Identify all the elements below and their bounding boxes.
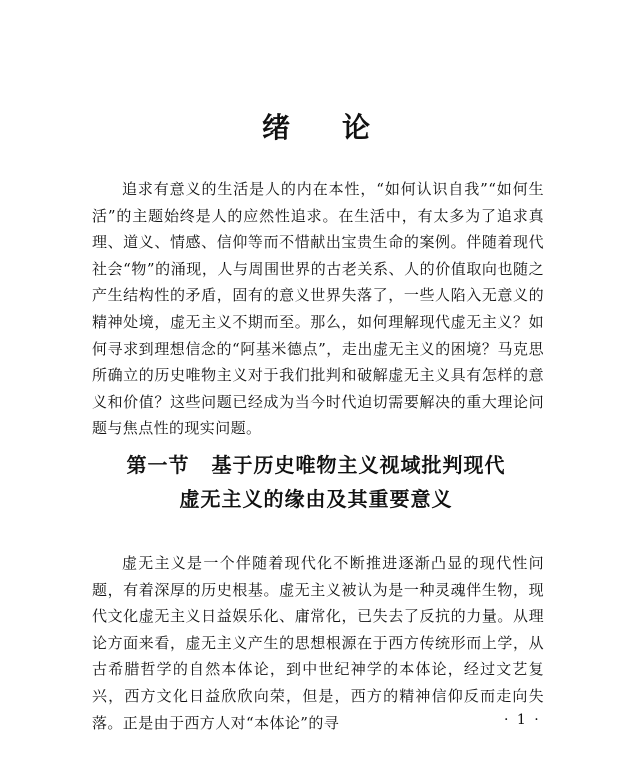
section-title-line-2: 虚无主义的缘由及其重要意义 [179, 487, 453, 511]
section-body-paragraph: 虚无主义是一个伴随着现代化不断推进逐渐凸显的现代性问题，有着深厚的历史根基。虚无主义被认为是一种灵魂伴生物，现代文化虚无主义日益娱乐化、庸常化，已失去了反抗的力量。从理论方面来看，虚无主义产生的思想根源在于西方传统形而上学，从古希腊哲学的自然本体论，到中世纪神学的本体论，经过文艺复兴，西方文化日益欣欣向荣，但是，西方的精神信仰反而走向失落。正是由于西方人对“本体论”的寻 [92, 554, 544, 732]
section-heading-line-1 [0, 448, 632, 482]
intro-paragraph: 追求有意义的生活是人的内在本性，“如何认识自我”“如何生活”的主题始终是人的应然性追求。在生活中，有太多为了追求真理、道义、情感、信仰等而不惜献出宝贵生命的案例。伴随着现代社会“物”的涌现，人与周围世界的古老关系、人的价值取向也随之产生结构性的矛盾，固有的意义世界失落了，一些人陷入无意义的精神处境，虚无主义不期而至。那么，如何理解现代虚无主义？如何寻求到理想信念的“阿基米德点”，走出虚无主义的困境？马克思所确立的历史唯物主义对于我们批判和破解虚无主义具有怎样的意义和价值？这些问题已经成为当今时代迫切需要解决的重大理论问题与焦点性的现实问题。 [92, 180, 544, 438]
section-label: 第一节 [126, 453, 190, 477]
page-number: · 1 · [504, 712, 541, 728]
section-heading [0, 448, 632, 516]
section-title-line-1: 基于历史唯物主义视域批判现代 [211, 453, 506, 477]
chapter-title: 绪论 [261, 111, 422, 144]
